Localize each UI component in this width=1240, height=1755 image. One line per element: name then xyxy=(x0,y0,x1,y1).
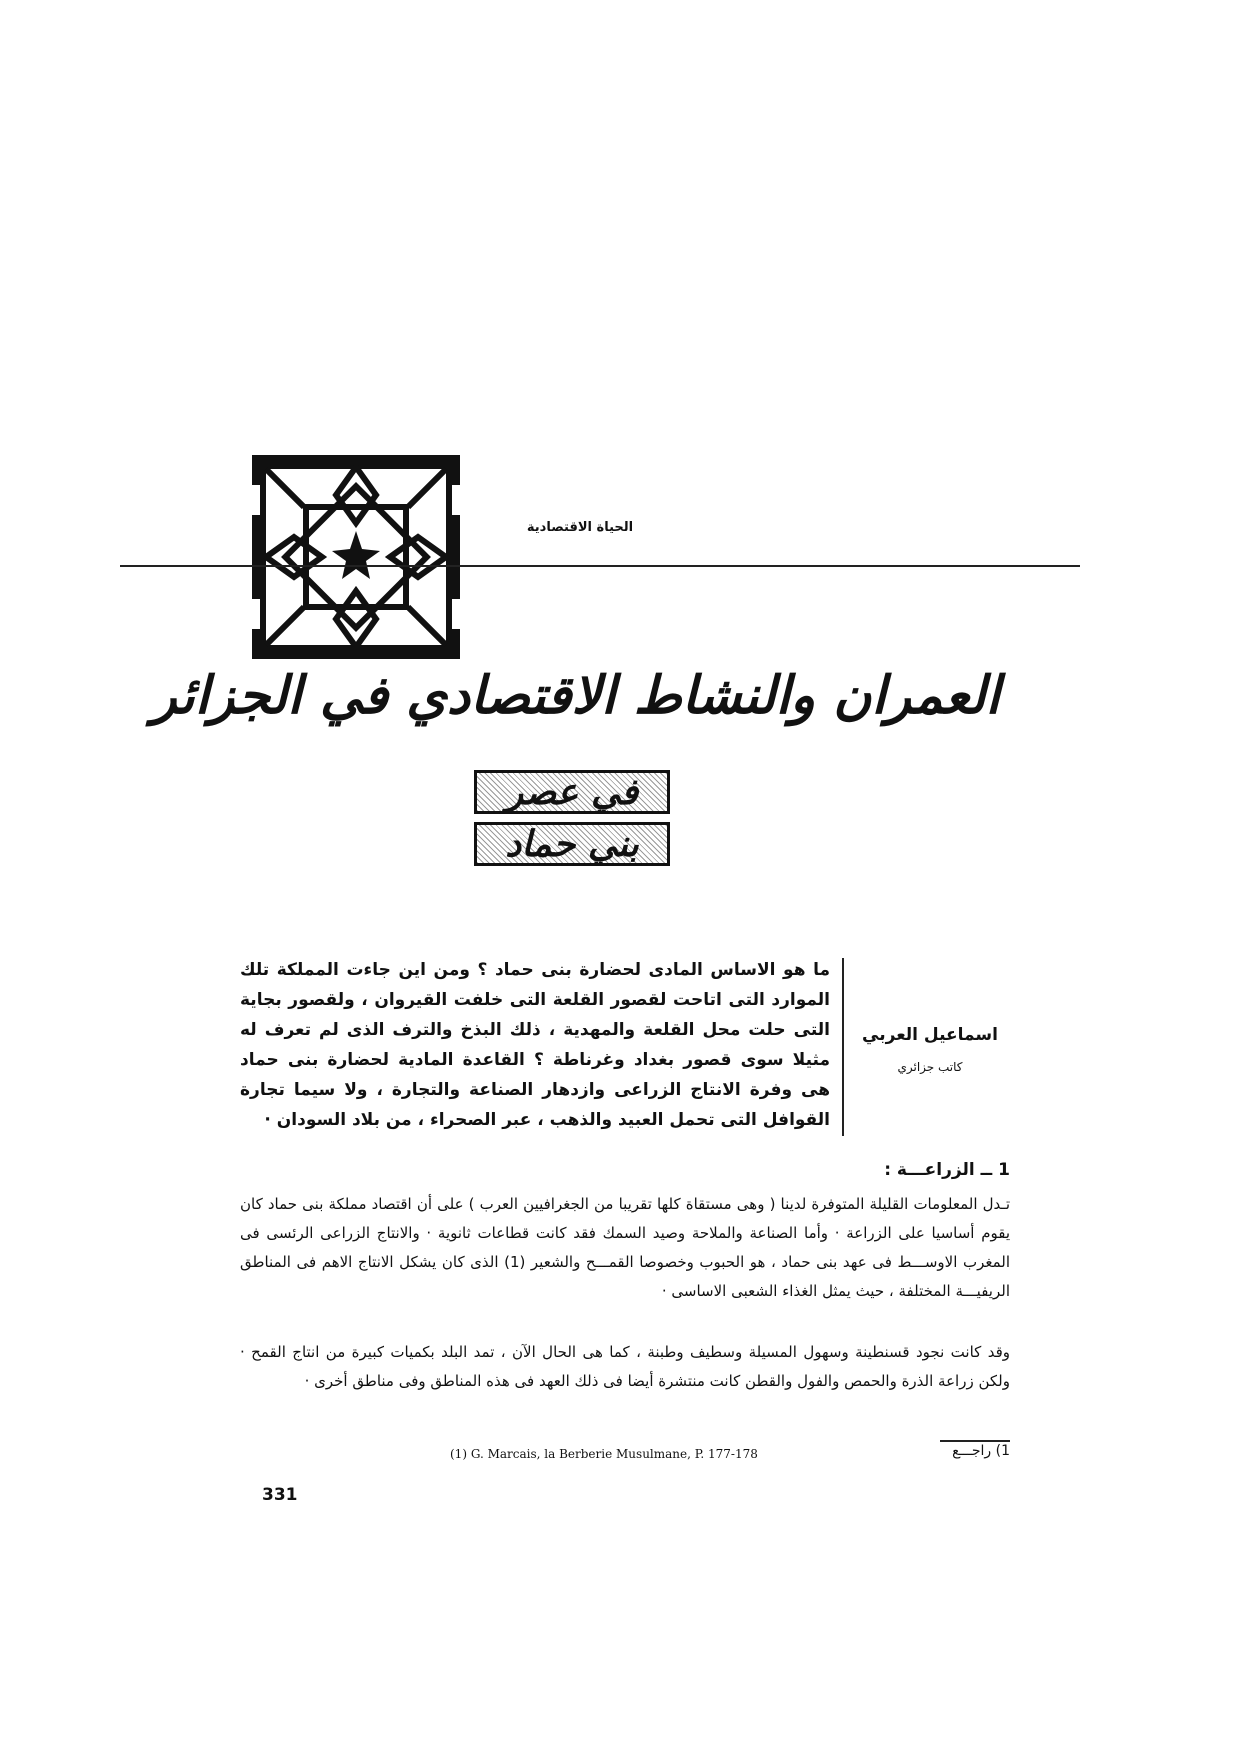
subtitle-box-bottom xyxy=(474,822,670,866)
body-paragraph: تـدل المعلومات القليلة المتوفرة لدينا ( وهى مستقاة كلها تقريبا من الجغرافيين العرب ) على أن اقتصاد مملكة بنى حماد كان يقوم أساسيا على الزراعة · وأما الصناعة والملاحة وصيد السمك فقد كانت قطاعات ثانوية · والانتاج الزراعى الرئسى فى المغرب الاوســـط فى عهد بنى حماد ، هو الحبوب وخصوصا القمـــح والشعير (1) الذى كان يشكل الانتاج الاهم فى المناطق الريفيـــة المختلفة ، حيث يمثل الغذاء الشعبى الاساسى · xyxy=(240,1195,1010,1300)
footnote-rule xyxy=(940,1440,1010,1442)
section-heading: 1 ــ الزراعـــة : xyxy=(884,1160,1010,1180)
footnote-text: (1) G. Marcais, la Berberie Musulmane, P. 177-178 xyxy=(450,1447,758,1461)
subtitle-box-top xyxy=(474,770,670,814)
author-role: كاتب جزائري xyxy=(897,1060,963,1074)
article-abstract: ما هو الاساس المادى لحضارة بنى حماد ؟ ومن اين جاءت المملكة تلك الموارد التى اتاحت لقصور القلعة التى خلفت القيروان ، ولقصور بجاية التى حلت محل القلعة والمهدية ، ذلك البذخ والترف الذى لم تعرف له مثيلا سوى قصور بغداد وغرناطة ؟ القاعدة المادية لحضارة بنى حماد هى وفرة الانتاج الزراعى وازدهار الصناعة والتجارة ، ولا سيما تجارة القوافل التى تحمل العبيد والذهب ، عبر الصحراء ، من بلاد السودان · xyxy=(240,960,830,1130)
body-paragraph: وقد كانت نجود قسنطينة وسهول المسيلة وسطيف وطبنة ، كما هى الحال الآن ، تمد البلد بكميات كبيرة من انتاج القمح · ولكن زراعة الذرة والحمص والفول والقطن كانت منتشرة أيضا فى ذلك العهد فى هذه المناطق وفى مناطق أخرى · xyxy=(240,1343,1010,1390)
subtitle-line-1: في عصر xyxy=(505,771,639,813)
geometric-star-ornament xyxy=(252,455,460,659)
running-section-label: الحياة الاقتصادية xyxy=(526,520,634,535)
article-title: العمران والنشاط الاقتصادي في الجزائر xyxy=(151,665,1000,726)
abstract-divider xyxy=(842,958,844,1136)
footnote-reference: 1) راجـــع xyxy=(952,1443,1010,1459)
page-number: 331 xyxy=(262,1485,298,1505)
author-name: اسماعيل العربي xyxy=(862,1025,998,1045)
header-rule xyxy=(120,565,1080,567)
subtitle-line-2: بني حماد xyxy=(505,823,639,865)
